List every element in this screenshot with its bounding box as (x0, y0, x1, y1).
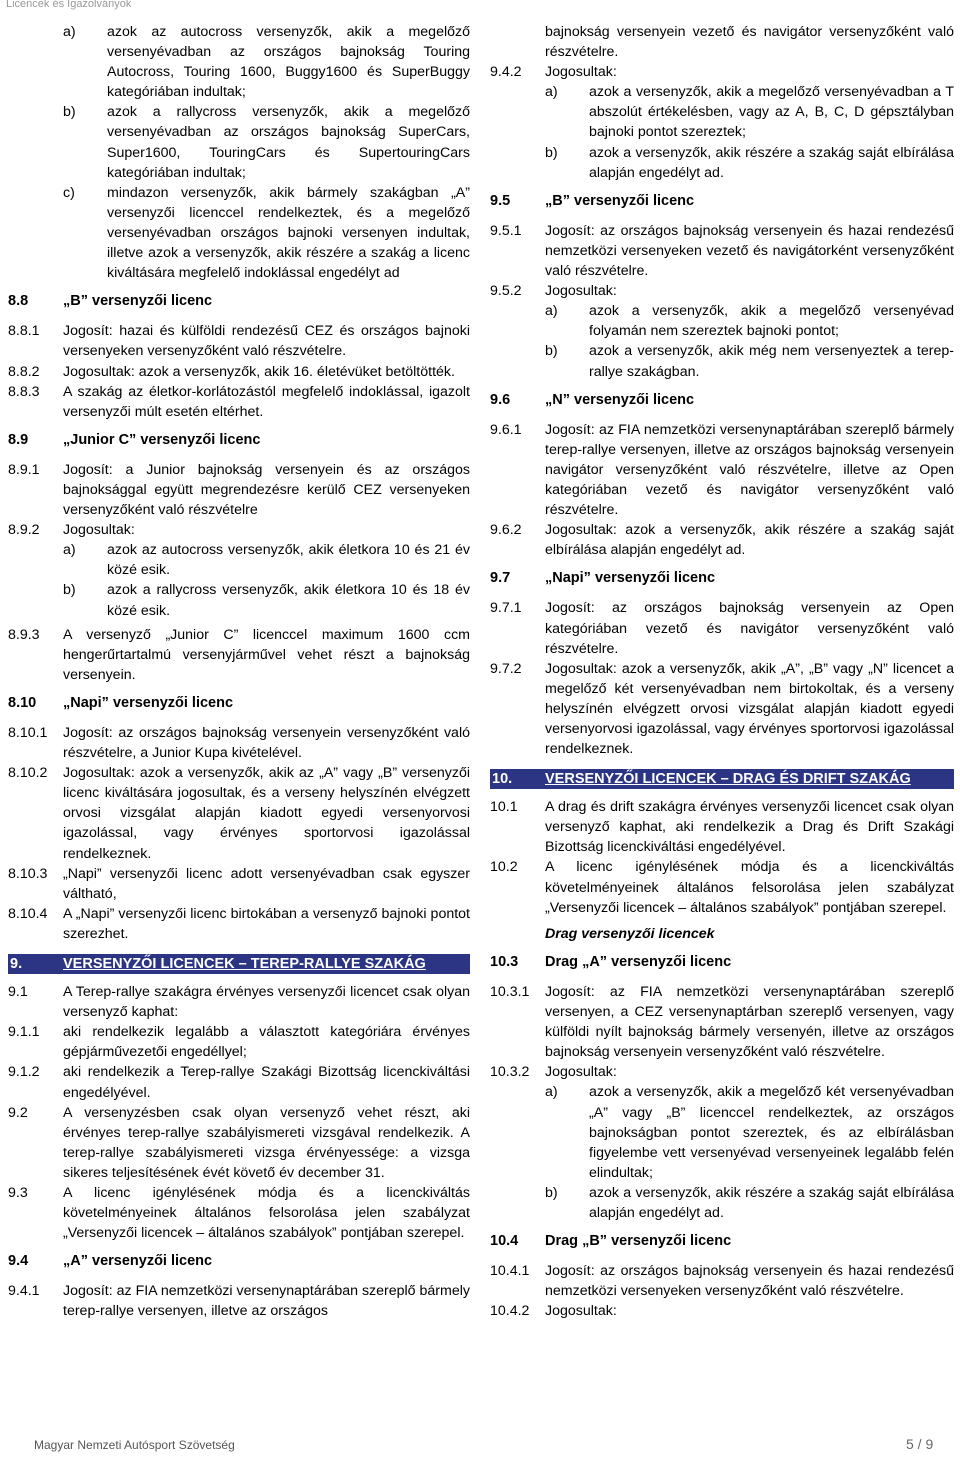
right-column (490, 22, 954, 1321)
clause: 10.4.1 Jogosít: az országos bajnokság versenyein és hazai rendezésű nemzetközi versenyeken versenyzőként való részvételre. (490, 1263, 954, 1300)
chapter-heading: 10. VERSENYZŐI LICENCEK – DRAG ÉS DRIFT SZAKÁG (490, 769, 954, 789)
clause: 9.6.2 Jogosultak: azok a versenyzők, akik részére a szakág saját elbírálása alapján engedélyt ad. (490, 522, 954, 559)
list-item: b) azok a versenyzők, akik még nem versenyeztek a terep-rallye szakágban. (545, 343, 954, 380)
clause: 9.7.2 Jogosultak: azok a versenyzők, akik „A”, „B” vagy „N” licencet a megelőző két versenyévadban nem birtokoltak, és a verseny helyszínén elvégzett orvosi vizsgálat alapján kiadott egyedi versenyorvosi igazolással, vagy érvényes sportorvosi igazolással rendelkeznek. (490, 660, 954, 758)
clause: 9.4.2 Jogosultak: (490, 64, 617, 81)
list-item: a) azok az autocross versenyzők, akik életkora 10 és 21 év közé esik. (63, 542, 470, 579)
list-item: a) azok az autocross versenyzők, akik a megelőző versenyévadban az országos bajnokság Touring Autocross, Touring 1600, Buggy1600 és SuperBuggy kategóriában indultak; (63, 24, 470, 101)
clause: 10.2 A licenc igénylésének módja és a licenckiváltás követelményeinek általános felsorolása jelen szabályzat „Versenyzői licencek – általános szabályok” pontjában szerepel. (490, 859, 954, 916)
list-item: a) azok a versenyzők, akik a megelőző versenyévadban a T abszolút értékelésben, vagy az A, B, C, D gépsztályban bajnoki pontot szereztek; (545, 84, 954, 141)
list-item: c) mindazon versenyzők, akik bármely szakágban „A” versenyzői licenccel rendelkeztek, és a megelőző versenyévadban országos bajnoki versenyen indultak, illetve azok a versenyzők, akik részére a szakág a licenc kiváltására megfelelő indoklással engedélyt ad (63, 184, 470, 282)
document-header (0, 0, 960, 12)
clause: 9.3 A licenc igénylésének módja és a licenckiváltás követelményeinek általános felsorolása jelen szabályzat „Versenyzői licencek – általános szabályok” pontjában szerepel. (8, 1184, 470, 1242)
section-heading: 8.9 „Junior C” versenyzői licenc (8, 431, 261, 448)
section-heading: 9.6 „N” versenyzői licenc (490, 391, 695, 408)
clause: 9.7.1 Jogosít: az országos bajnokság versenyein az Open kategóriában vezető és navigátor versenyzőként való részvételre. (490, 600, 954, 657)
page-number: 5 / 9 (906, 1436, 934, 1452)
subheading-italic: Drag versenyzői licencek (545, 925, 715, 942)
clause: 8.8.2 Jogosultak: azok a versenyzők, akik 16. életévüket betöltötték. (8, 363, 455, 380)
clause: 8.9.1 Jogosít: a Junior bajnokság versenyein és az országos bajnoksággal együtt megrendezésre kerülő CEZ versenyeken versenyzőként való részvételre (8, 461, 470, 519)
clause: 10.1 A drag és drift szakágra érvényes versenyzői licencet csak olyan versenyző kaphat, aki rendelkezik a Drag és Drift Szakági Bizottság licenckiváltási engedélyével. (490, 799, 954, 856)
list-item: b) azok a versenyzők, akik részére a szakág saját elbírálása alapján engedélyt ad. (545, 144, 954, 181)
clause: 10.3.1 Jogosít: az FIA nemzetközi versenynaptárában szereplő versenyen, a CEZ versenynaptárban szereplő versenyen, vagy külföldi nyílt bajnokság bármely versenyén, illetve az országos bajnokság versenyein versenyzőként való részvételre. (490, 983, 954, 1061)
clause: 9.2 A versenyzésben csak olyan versenyző vehet részt, aki érvényes terep-rallye szabályismereti vizsgával rendelkezik. A terep-rallye szabályismereti vizsga érvényessége: a vizsga sikeres teljesítésének évét követő év december 31. (8, 1104, 470, 1181)
section-heading: 9.5 „B” versenyzői licenc (490, 192, 695, 209)
clause-continuation: bajnokság versenyein vezető és navigátor versenyzőként való részvételre. (545, 24, 954, 61)
header-title: Licencek és Igazolványok (6, 0, 132, 10)
clause: 9.5.2 Jogosultak: (490, 283, 617, 300)
clause: 8.9.3 A versenyző „Junior C” licenccel maximum 1600 ccm hengerűrtartalmú versenyjárművel vehet részt a bajnokság versenyein. (8, 626, 470, 683)
section-heading: 10.3 Drag „A” versenyzői licenc (490, 953, 732, 970)
list-item: a) azok a versenyzők, akik a megelőző versenyévad folyamán nem szereztek bajnoki pontot; (545, 303, 954, 340)
chapter-heading: 9. VERSENYZŐI LICENCEK – TEREP-RALLYE SZAKÁG (8, 954, 470, 974)
section-heading: 9.7 „Napi” versenyzői licenc (490, 570, 716, 587)
clause: 8.8.1 Jogosít: hazai és külföldi rendezésű CEZ és országos bajnoki versenyeken versenyzőként való részvételre. (8, 323, 470, 360)
clause: 8.10.1 Jogosít: az országos bajnokság versenyein versenyzőként való részvételre, a Junior Kupa kivételével. (8, 725, 470, 762)
section-heading: 9.4 „A” versenyzői licenc (8, 1253, 213, 1270)
clause: 8.10.3 „Napi” versenyzői licenc adott versenyévadban csak egyszer váltható, (8, 865, 470, 902)
section-heading: 8.8 „B” versenyzői licenc (8, 293, 213, 310)
clause: 8.10.2 Jogosultak: azok a versenyzők, akik az „A” vagy „B” versenyzői licenc kiváltására jogosultak, és a verseny helyszínén elvégzett orvosi vizsgálat alapján kiadott egyedi versenyorvosi igazolással, vagy érvényes sportorvosi igazolással rendelkeznek. (8, 765, 470, 862)
list-item: b) azok a rallycross versenyzők, akik a megelőző versenyévadban az országos bajnokság SuperCars, Super1600, TouringCars és SupertouringCars kategóriában indultak; (63, 104, 470, 181)
clause: 9.4.1 Jogosít: az FIA nemzetközi versenynaptárában szereplő bármely terep-rallye versenyen, illetve az országos (8, 1283, 470, 1320)
clause: 9.6.1 Jogosít: az FIA nemzetközi versenynaptárában szereplő bármely terep-rallye versenyen, illetve az országos bajnokság versenyein navigátor versenyzőként való részvételre, illetve az Open kategóriában vezető és navigátor versenyzőként való részvételre. (490, 421, 954, 519)
left-column (8, 22, 470, 1322)
section-heading: 8.10 „Napi” versenyzői licenc (8, 694, 234, 711)
clause: 9.5.1 Jogosít: az országos bajnokság versenyein és hazai rendezésű nemzetközi versenyeken vezető és navigátorként versenyzőként való részvételre. (490, 222, 954, 280)
list-item: b) azok a rallycross versenyzők, akik életkora 10 és 18 év közé esik. (63, 582, 470, 619)
clause: 9.1.2 aki rendelkezik a Terep-rallye Szakági Bizottság licenckiváltási engedélyével. (8, 1064, 470, 1101)
footer-org: Magyar Nemzeti Autósport Szövetség (34, 1438, 235, 1452)
clause: 10.4.2 Jogosultak: (490, 1303, 617, 1320)
section-heading: 10.4 Drag „B” versenyzői licenc (490, 1233, 732, 1250)
list-item: b) azok a versenyzők, akik részére a szakág saját elbírálása alapján engedélyt ad. (545, 1184, 954, 1221)
clause: 8.10.4 A „Napi” versenyzői licenc birtokában a versenyző bajnoki pontot szerezhet. (8, 905, 470, 942)
clause: 9.1 A Terep-rallye szakágra érvényes versenyzői licencet csak olyan versenyző kaphat: (8, 984, 470, 1021)
clause: 8.8.3 A szakág az életkor-korlátozástól megfelelő indoklással, igazolt versenyzői múlt esetén eltérhet. (8, 383, 470, 420)
list-item: a) azok a versenyzők, akik a megelőző két versenyévadban „A” vagy „B” licenccel rendelkeztek, az országos bajnokságban pontot szereztek, és az elbírálásban figyelembe vett versenyévad versenyeinek legalább felén elindultak; (545, 1084, 954, 1181)
clause: 9.1.1 aki rendelkezik legalább a választott kategóriára érvényes gépjárművezetői engedéllyel; (8, 1024, 470, 1061)
clause: 8.9.2 Jogosultak: (8, 522, 135, 539)
clause: 10.3.2 Jogosultak: (490, 1064, 617, 1081)
